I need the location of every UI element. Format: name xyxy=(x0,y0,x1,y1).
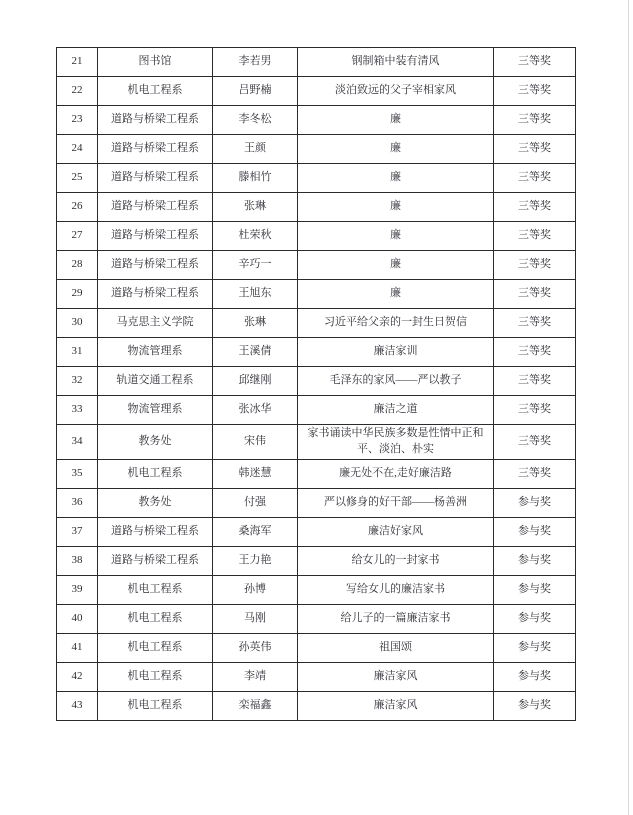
cell-award: 三等奖 xyxy=(494,135,576,164)
cell-work-title: 给儿子的一篇廉洁家书 xyxy=(298,604,494,633)
cell-name: 王溪倩 xyxy=(213,338,298,367)
cell-name: 王力艳 xyxy=(213,546,298,575)
cell-award: 参与奖 xyxy=(494,691,576,720)
cell-department: 轨道交通工程系 xyxy=(98,367,213,396)
cell-number: 24 xyxy=(57,135,98,164)
cell-number: 22 xyxy=(57,77,98,106)
cell-award: 参与奖 xyxy=(494,662,576,691)
cell-number: 26 xyxy=(57,193,98,222)
cell-work-title: 写给女儿的廉洁家书 xyxy=(298,575,494,604)
table-row xyxy=(57,338,576,367)
table-row xyxy=(57,575,576,604)
table-row xyxy=(57,546,576,575)
cell-work-title: 廉无处不在,走好廉洁路 xyxy=(298,459,494,488)
cell-award: 参与奖 xyxy=(494,546,576,575)
cell-award: 三等奖 xyxy=(494,106,576,135)
cell-department: 机电工程系 xyxy=(98,662,213,691)
cell-department: 道路与桥梁工程系 xyxy=(98,164,213,193)
cell-name: 张冰华 xyxy=(213,396,298,425)
table-row xyxy=(57,309,576,338)
cell-work-title: 廉洁家风 xyxy=(298,691,494,720)
cell-name: 李若男 xyxy=(213,48,298,77)
cell-award: 三等奖 xyxy=(494,309,576,338)
cell-work-title: 毛泽东的家风——严以教子 xyxy=(298,367,494,396)
cell-award: 参与奖 xyxy=(494,633,576,662)
cell-number: 36 xyxy=(57,488,98,517)
cell-department: 道路与桥梁工程系 xyxy=(98,251,213,280)
cell-work-title: 祖国颂 xyxy=(298,633,494,662)
cell-name: 孙英伟 xyxy=(213,633,298,662)
cell-name: 付强 xyxy=(213,488,298,517)
cell-name: 孙博 xyxy=(213,575,298,604)
table-row xyxy=(57,164,576,193)
cell-name: 杜荣秋 xyxy=(213,222,298,251)
cell-name: 桑海军 xyxy=(213,517,298,546)
cell-work-title: 习近平给父亲的一封生日贺信 xyxy=(298,309,494,338)
cell-number: 42 xyxy=(57,662,98,691)
cell-number: 33 xyxy=(57,396,98,425)
table-row xyxy=(57,77,576,106)
table-row xyxy=(57,459,576,488)
cell-name: 李靖 xyxy=(213,662,298,691)
table-row xyxy=(57,106,576,135)
cell-award: 三等奖 xyxy=(494,222,576,251)
cell-number: 35 xyxy=(57,459,98,488)
cell-number: 41 xyxy=(57,633,98,662)
table-row xyxy=(57,48,576,77)
table-row xyxy=(57,488,576,517)
cell-department: 机电工程系 xyxy=(98,691,213,720)
cell-work-title: 廉 xyxy=(298,222,494,251)
table-row xyxy=(57,604,576,633)
table-row xyxy=(57,135,576,164)
cell-name: 滕相竹 xyxy=(213,164,298,193)
cell-award: 参与奖 xyxy=(494,517,576,546)
cell-work-title: 廉 xyxy=(298,251,494,280)
cell-department: 道路与桥梁工程系 xyxy=(98,135,213,164)
cell-department: 物流管理系 xyxy=(98,338,213,367)
table-row xyxy=(57,193,576,222)
cell-name: 辛巧一 xyxy=(213,251,298,280)
cell-work-title: 廉洁家风 xyxy=(298,662,494,691)
cell-number: 37 xyxy=(57,517,98,546)
table-row xyxy=(57,691,576,720)
cell-work-title: 给女儿的一封家书 xyxy=(298,546,494,575)
cell-department: 道路与桥梁工程系 xyxy=(98,517,213,546)
cell-work-title: 家书诵读中华民族多数是性情中正和平、淡泊、朴实 xyxy=(298,425,494,460)
cell-number: 38 xyxy=(57,546,98,575)
cell-name: 张琳 xyxy=(213,309,298,338)
cell-work-title: 廉洁之道 xyxy=(298,396,494,425)
awards-table xyxy=(56,47,576,721)
cell-department: 机电工程系 xyxy=(98,77,213,106)
cell-number: 39 xyxy=(57,575,98,604)
cell-award: 三等奖 xyxy=(494,251,576,280)
cell-department: 道路与桥梁工程系 xyxy=(98,280,213,309)
cell-award: 参与奖 xyxy=(494,575,576,604)
cell-work-title: 廉 xyxy=(298,106,494,135)
cell-department: 教务处 xyxy=(98,425,213,460)
cell-work-title: 淡泊致远的父子宰相家风 xyxy=(298,77,494,106)
cell-award: 三等奖 xyxy=(494,367,576,396)
cell-name: 宋伟 xyxy=(213,425,298,460)
cell-department: 马克思主义学院 xyxy=(98,309,213,338)
cell-name: 张琳 xyxy=(213,193,298,222)
cell-name: 吕野楠 xyxy=(213,77,298,106)
cell-award: 三等奖 xyxy=(494,48,576,77)
table-row xyxy=(57,280,576,309)
cell-award: 三等奖 xyxy=(494,77,576,106)
cell-work-title: 廉洁家训 xyxy=(298,338,494,367)
table-row xyxy=(57,662,576,691)
cell-name: 栾福鑫 xyxy=(213,691,298,720)
cell-work-title: 钢制箱中装有清风 xyxy=(298,48,494,77)
cell-number: 30 xyxy=(57,309,98,338)
cell-award: 三等奖 xyxy=(494,193,576,222)
table-row xyxy=(57,517,576,546)
page-edge xyxy=(628,0,629,815)
cell-award: 三等奖 xyxy=(494,164,576,193)
cell-award: 三等奖 xyxy=(494,396,576,425)
cell-name: 王旭东 xyxy=(213,280,298,309)
cell-name: 韩迷慧 xyxy=(213,459,298,488)
cell-work-title: 廉 xyxy=(298,193,494,222)
cell-work-title: 廉 xyxy=(298,280,494,309)
cell-department: 道路与桥梁工程系 xyxy=(98,222,213,251)
cell-number: 29 xyxy=(57,280,98,309)
cell-number: 28 xyxy=(57,251,98,280)
cell-name: 马刚 xyxy=(213,604,298,633)
cell-number: 40 xyxy=(57,604,98,633)
cell-award: 参与奖 xyxy=(494,604,576,633)
cell-number: 27 xyxy=(57,222,98,251)
cell-department: 道路与桥梁工程系 xyxy=(98,546,213,575)
cell-department: 道路与桥梁工程系 xyxy=(98,193,213,222)
cell-number: 31 xyxy=(57,338,98,367)
cell-name: 邱继刚 xyxy=(213,367,298,396)
cell-award: 三等奖 xyxy=(494,425,576,460)
cell-number: 32 xyxy=(57,367,98,396)
cell-department: 机电工程系 xyxy=(98,575,213,604)
cell-department: 图书馆 xyxy=(98,48,213,77)
cell-department: 机电工程系 xyxy=(98,633,213,662)
cell-work-title: 廉 xyxy=(298,135,494,164)
cell-department: 物流管理系 xyxy=(98,396,213,425)
cell-number: 21 xyxy=(57,48,98,77)
table-row xyxy=(57,222,576,251)
table-row xyxy=(57,367,576,396)
cell-work-title: 廉 xyxy=(298,164,494,193)
cell-number: 25 xyxy=(57,164,98,193)
cell-award: 三等奖 xyxy=(494,459,576,488)
cell-award: 三等奖 xyxy=(494,338,576,367)
cell-award: 参与奖 xyxy=(494,488,576,517)
cell-work-title: 廉洁好家风 xyxy=(298,517,494,546)
table-row xyxy=(57,425,576,460)
table-row xyxy=(57,396,576,425)
table-row xyxy=(57,251,576,280)
cell-work-title: 严以修身的好干部——杨善洲 xyxy=(298,488,494,517)
cell-number: 23 xyxy=(57,106,98,135)
cell-department: 教务处 xyxy=(98,488,213,517)
cell-department: 机电工程系 xyxy=(98,459,213,488)
cell-department: 机电工程系 xyxy=(98,604,213,633)
cell-name: 王颜 xyxy=(213,135,298,164)
cell-number: 34 xyxy=(57,425,98,460)
cell-department: 道路与桥梁工程系 xyxy=(98,106,213,135)
cell-name: 李冬松 xyxy=(213,106,298,135)
cell-number: 43 xyxy=(57,691,98,720)
cell-award: 三等奖 xyxy=(494,280,576,309)
table-row xyxy=(57,633,576,662)
